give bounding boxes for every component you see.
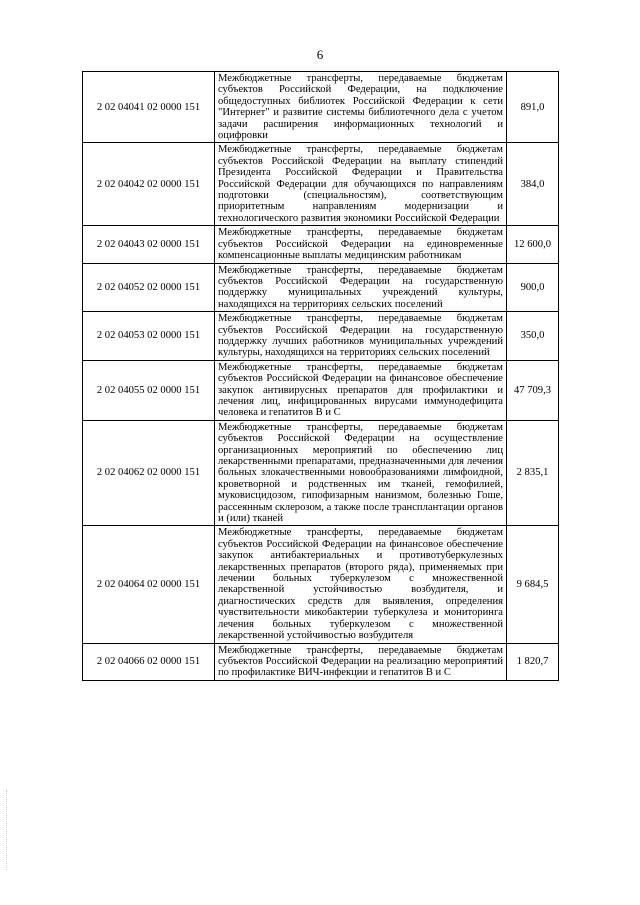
transfer-amount: 900,0 xyxy=(507,263,559,312)
transfer-description: Межбюджетные трансферты, передаваемые бюджетам субъектов Российской Федерации на реализацию мероприятий по профилактике ВИЧ-инфекции и гепатитов В и С xyxy=(215,643,507,680)
transfer-description: Межбюджетные трансферты, передаваемые бюджетам субъектов Российской Федерации на государственную поддержку муниципальных учреждений культуры, находящихся на территориях сельских поселений xyxy=(215,263,507,312)
table-row xyxy=(83,420,559,526)
transfer-amount: 9 684,5 xyxy=(507,526,559,643)
budget-transfers-table xyxy=(82,71,559,681)
transfer-description: Межбюджетные трансферты, передаваемые бюджетам субъектов Российской Федерации, на подключение общедоступных библиотек Российской Федерации к сети "Интернет" и развитие системы библиотечного дела с учетом задачи расширения информационных технологий и оцифровки xyxy=(215,72,507,143)
budget-classification-code: 2 02 04055 02 0000 151 xyxy=(83,360,215,420)
budget-classification-code: 2 02 04043 02 0000 151 xyxy=(83,226,215,263)
table-row xyxy=(83,226,559,263)
transfer-description: Межбюджетные трансферты, передаваемые бюджетам субъектов Российской Федерации на выплату стипендий Президента Российской Федерации и Правительства Российской Федерации для обучающихся по направлениям подготовки (специальностям), соответствующим приоритетным направлениям модернизации и технологического развития экономики Российской Федерации xyxy=(215,143,507,226)
scan-margin-marks xyxy=(6,790,9,870)
budget-classification-code: 2 02 04066 02 0000 151 xyxy=(83,643,215,680)
table-row xyxy=(83,72,559,143)
table-row xyxy=(83,312,559,361)
budget-classification-code: 2 02 04042 02 0000 151 xyxy=(83,143,215,226)
budget-classification-code: 2 02 04041 02 0000 151 xyxy=(83,72,215,143)
transfer-description: Межбюджетные трансферты, передаваемые бюджетам субъектов Российской Федерации на финансовое обеспечение закупок антивирусных препаратов для профилактики и лечения лиц, инфицированных вирусами иммунодефицита человека и гепатитов В и С xyxy=(215,360,507,420)
transfer-description: Межбюджетные трансферты, передаваемые бюджетам субъектов Российской Федерации на единовременные компенсационные выплаты медицинским работникам xyxy=(215,226,507,263)
transfer-amount: 891,0 xyxy=(507,72,559,143)
transfer-amount: 47 709,3 xyxy=(507,360,559,420)
table-row xyxy=(83,143,559,226)
table-row xyxy=(83,360,559,420)
budget-classification-code: 2 02 04053 02 0000 151 xyxy=(83,312,215,361)
budget-classification-code: 2 02 04064 02 0000 151 xyxy=(83,526,215,643)
transfer-amount: 384,0 xyxy=(507,143,559,226)
table-row xyxy=(83,526,559,643)
transfer-amount: 2 835,1 xyxy=(507,420,559,526)
transfer-amount: 350,0 xyxy=(507,312,559,361)
transfer-description: Межбюджетные трансферты, передаваемые бюджетам субъектов Российской Федерации на осуществление организационных мероприятий по обеспечению лиц лекарственными препаратами, предназначенными для лечения больных злокачественными новообразованиями лимфоидной, кроветворной и родственных им тканей, гемофилией, муковисцидозом, гипофизарным нанизмом, болезнью Гоше, рассеянным склерозом, а также после трансплантации органов и (или) тканей xyxy=(215,420,507,526)
transfer-description: Межбюджетные трансферты, передаваемые бюджетам субъектов Российской Федерации на государственную поддержку лучших работников муниципальных учреждений культуры, находящихся на территориях сельских поселений xyxy=(215,312,507,361)
transfer-amount: 1 820,7 xyxy=(507,643,559,680)
transfer-description: Межбюджетные трансферты, передаваемые бюджетам субъектов Российской Федерации на финансовое обеспечение закупок антибактериальных и противотуберкулезных лекарственных препаратов (второго ряда), применяемых при лечении больных туберкулезом с множественной лекарственной устойчивостью возбудителя, и диагностических средств для выявления, определения чувствительности микобактерии туберкулеза и мониторинга лечения больных туберкулезом с множественной лекарственной устойчивостью возбудителя xyxy=(215,526,507,643)
page-number: 6 xyxy=(316,47,324,62)
table-row xyxy=(83,643,559,680)
table-row xyxy=(83,263,559,312)
transfer-amount: 12 600,0 xyxy=(507,226,559,263)
budget-classification-code: 2 02 04052 02 0000 151 xyxy=(83,263,215,312)
budget-classification-code: 2 02 04062 02 0000 151 xyxy=(83,420,215,526)
